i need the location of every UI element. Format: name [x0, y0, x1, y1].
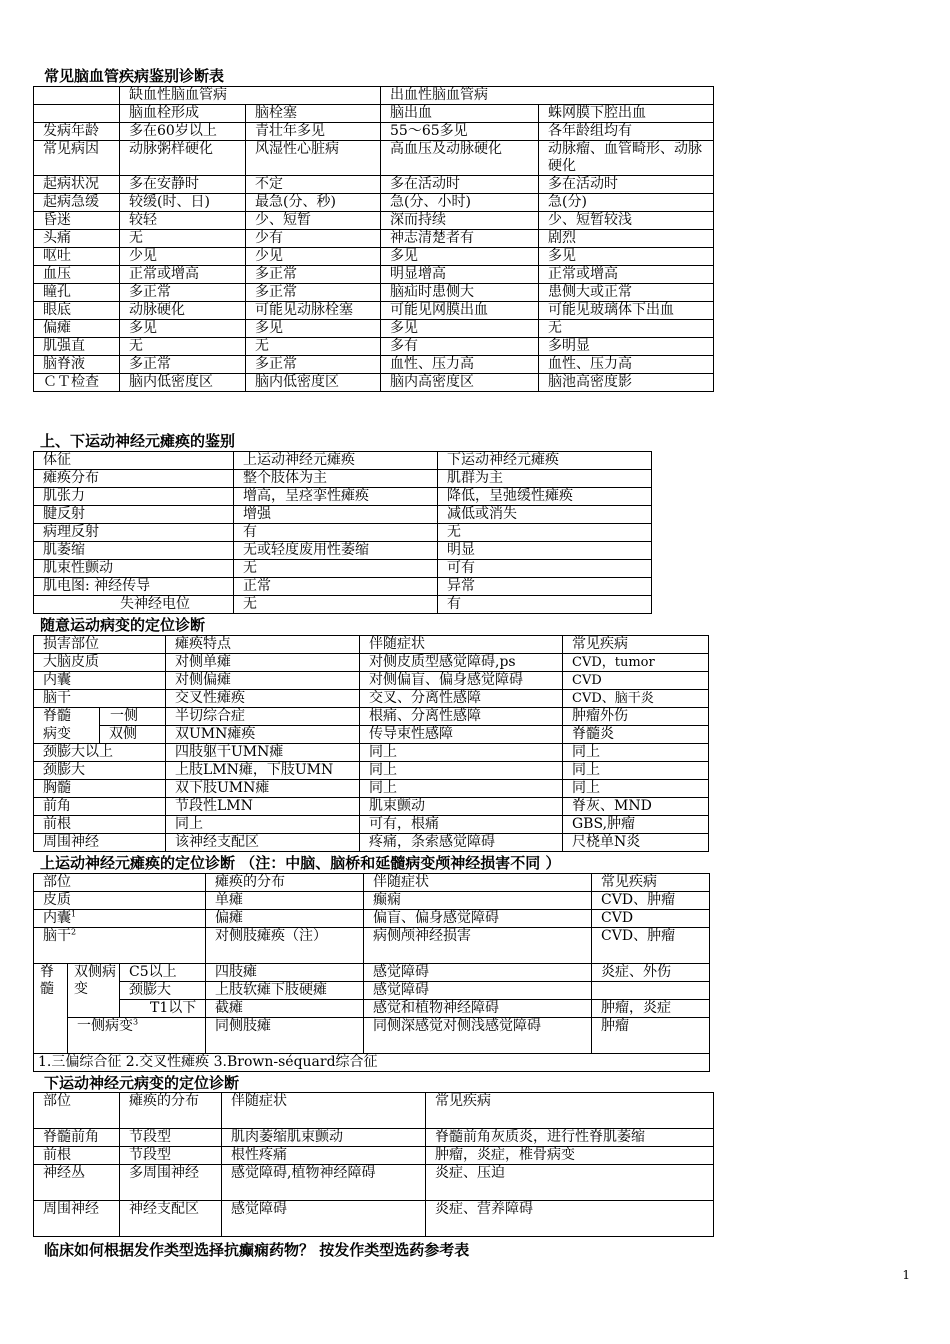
table2-title: 上、下运动神经元瘫痪的鉴别: [40, 432, 236, 450]
header-cell: 体征: [34, 452, 234, 470]
table-cell: 动脉瘤、血管畸形、动脉硬化: [539, 141, 714, 176]
table-cell: 四肢瘫: [206, 964, 364, 982]
row-label: [68, 1018, 206, 1054]
table-row: [34, 560, 652, 578]
table-row: [34, 470, 652, 488]
table-cell: 无: [234, 560, 438, 578]
table-row: [34, 798, 709, 816]
table-cell: 动脉粥样硬化: [120, 141, 246, 176]
table-row: [34, 488, 652, 506]
table-cell: 尺桡单N炎: [563, 834, 709, 852]
lmn-localization-table: [33, 1092, 714, 1237]
table-row: [34, 284, 714, 302]
table-cell: 传导束性感障: [360, 726, 563, 744]
row-label: 一侧: [100, 708, 166, 726]
table-cell: 无或轻度废用性萎缩: [234, 542, 438, 560]
table-cell: 根性疼痛: [222, 1147, 426, 1165]
table-cell: 少见: [120, 248, 246, 266]
table-cell: 55～65多见: [381, 123, 539, 141]
table-cell: 脊髓炎: [563, 726, 709, 744]
row-label: 眼底: [34, 302, 120, 320]
row-label: 脊髓前角: [34, 1129, 120, 1147]
table-row: [34, 506, 652, 524]
table-row: [34, 1000, 710, 1018]
table-row: [34, 266, 714, 284]
table-cell: 可有，根痛: [360, 816, 563, 834]
table-row: [34, 374, 714, 392]
table-cell: 增高，呈痉挛性瘫痪: [234, 488, 438, 506]
row-label: 前角: [34, 798, 166, 816]
table-cell: 肿瘤: [592, 1018, 710, 1054]
table-cell: 脊灰、MND: [563, 798, 709, 816]
table-cell: 多周围神经: [120, 1165, 222, 1201]
table-row: [34, 1054, 710, 1072]
row-label: 皮质: [34, 892, 206, 910]
footnote-marker: 2: [71, 927, 77, 937]
table-cell: 单瘫: [206, 892, 364, 910]
row-label: 病变: [34, 726, 100, 744]
header-cell: 常见疾病: [426, 1093, 714, 1129]
table-cell: 肿瘤外伤: [563, 708, 709, 726]
header-cell: 常见疾病: [592, 874, 710, 892]
table-cell: 整个肢体为主: [234, 470, 438, 488]
table-row: [34, 123, 714, 141]
table-cell: 肿瘤，炎症: [592, 1000, 710, 1018]
table-cell: 肿瘤，炎症，椎骨病变: [426, 1147, 714, 1165]
table-cell: 多见: [246, 320, 381, 338]
header-cell: 下运动神经元瘫痪: [438, 452, 652, 470]
table-cell: 少有: [246, 230, 381, 248]
table-row: [34, 302, 714, 320]
table-cell: 增强: [234, 506, 438, 524]
table-cell: 正常或增高: [120, 266, 246, 284]
table-row: [34, 928, 710, 964]
table-cell: 无: [120, 230, 246, 248]
row-label: 双侧病变: [68, 964, 120, 1018]
row-label: 起病急缓: [34, 194, 120, 212]
row-label: C5以上: [120, 964, 206, 982]
table-cell: 半切综合症: [166, 708, 360, 726]
row-label: 病理反射: [34, 524, 234, 542]
table-cell: 脑内低密度区: [246, 374, 381, 392]
table-cell: 同上: [563, 780, 709, 798]
table-cell: 对侧皮质型感觉障碍,ps: [360, 654, 563, 672]
header-cell: 蛛网膜下腔出血: [539, 105, 714, 123]
table-cell: 节段型: [120, 1129, 222, 1147]
table-cell: 感觉和植物神经障碍: [364, 1000, 592, 1018]
row-label: 头痛: [34, 230, 120, 248]
table-cell: 有: [234, 524, 438, 542]
row-label: 脊髓: [34, 708, 100, 726]
table-cell: 炎症、外伤: [592, 964, 710, 982]
table-row: [34, 338, 714, 356]
table-row: [34, 141, 714, 176]
table-cell: 急(分、小时): [381, 194, 539, 212]
table-row: [34, 816, 709, 834]
row-label: 常见病因: [34, 141, 120, 176]
table-cell: 少、短暂较浅: [539, 212, 714, 230]
table-row: [34, 320, 714, 338]
row-label: 周围神经: [34, 1201, 120, 1237]
table-row: [34, 452, 652, 470]
table-cell: 病侧颅神经损害: [364, 928, 592, 964]
table-cell: 异常: [438, 578, 652, 596]
row-label: 颈膨大以上: [34, 744, 166, 762]
table5-title: 下运动神经元病变的定位诊断: [44, 1074, 240, 1092]
table-cell: 可有: [438, 560, 652, 578]
row-label: 昏迷: [34, 212, 120, 230]
table-cell: 感觉障碍: [364, 982, 592, 1000]
table-cell: 癫痫: [364, 892, 592, 910]
table-cell: 多见: [539, 248, 714, 266]
row-label: 前根: [34, 816, 166, 834]
row-label: ＣＴ检查: [34, 374, 120, 392]
table-row: [34, 744, 709, 762]
table-cell: 对侧偏盲、偏身感觉障碍: [360, 672, 563, 690]
table-cell: 节段性LMN: [166, 798, 360, 816]
table-cell: 脊髓前角灰质炎，进行性脊肌萎缩: [426, 1129, 714, 1147]
table-cell: 对侧偏瘫: [166, 672, 360, 690]
table-cell: 降低，呈弛缓性瘫痪: [438, 488, 652, 506]
row-label: 呕吐: [34, 248, 120, 266]
header-cell: 瘫痪特点: [166, 636, 360, 654]
row-label: 脑脊液: [34, 356, 120, 374]
footnote: 1.三偏综合征 2.交叉性瘫痪 3.Brown-séquard综合征: [34, 1054, 710, 1072]
table-cell: 感觉障碍: [364, 964, 592, 982]
table-row: [34, 248, 714, 266]
table-cell: 多有: [381, 338, 539, 356]
table-cell: 多正常: [246, 356, 381, 374]
row-label: 颈膨大: [34, 762, 166, 780]
table-cell: 感觉障碍: [222, 1201, 426, 1237]
row-label-text: 内囊: [43, 910, 71, 926]
row-label: 脊髓: [34, 964, 68, 1054]
row-label-text: 一侧病变: [77, 1018, 133, 1034]
row-label: 失神经电位: [34, 596, 234, 614]
table-cell: 无: [246, 338, 381, 356]
table-row: [34, 834, 709, 852]
table-cell: 脑内低密度区: [120, 374, 246, 392]
table-cell: CVD、肿瘤: [592, 892, 710, 910]
table-cell: 较缓(时、日): [120, 194, 246, 212]
table-cell: 上肢软瘫下肢硬瘫: [206, 982, 364, 1000]
table-row: [34, 690, 709, 708]
header-cell: 伴随症状: [364, 874, 592, 892]
table-cell: 有: [438, 596, 652, 614]
table-cell: 减低或消失: [438, 506, 652, 524]
table-row: [34, 524, 652, 542]
table-cell: 无: [120, 338, 246, 356]
header-cell: 瘫痪的分布: [120, 1093, 222, 1129]
table-cell: 各年龄组均有: [539, 123, 714, 141]
table4-title: 上运动神经元瘫痪的定位诊断 （注：中脑、脑桥和延髓病变颅神经损害不同 ）: [40, 854, 561, 872]
row-label: 脑干: [34, 690, 166, 708]
header-cell: 伴随症状: [360, 636, 563, 654]
table-row: [34, 596, 652, 614]
umn-localization-table: [33, 873, 710, 1072]
table-row: [34, 910, 710, 928]
table-cell: 上肢LMN瘫，下肢UMN: [166, 762, 360, 780]
table-cell: 急(分): [539, 194, 714, 212]
table-cell: 同上: [360, 762, 563, 780]
table-cell: 感觉障碍,植物神经障碍: [222, 1165, 426, 1201]
table-row: [34, 780, 709, 798]
table-cell: 少见: [246, 248, 381, 266]
row-label: 前根: [34, 1147, 120, 1165]
table-row: [34, 542, 652, 560]
row-label: 肌束性颤动: [34, 560, 234, 578]
table-cell: 剧烈: [539, 230, 714, 248]
table-row: [34, 230, 714, 248]
header-cell: 损害部位: [34, 636, 166, 654]
table-cell: 正常: [234, 578, 438, 596]
row-label: T1以下: [120, 1000, 206, 1018]
table-row: [34, 1129, 714, 1147]
table-row: [34, 87, 714, 105]
table-cell: 疼痛，条索感觉障碍: [360, 834, 563, 852]
header-cell: 脑出血: [381, 105, 539, 123]
table-cell: 可能见网膜出血: [381, 302, 539, 320]
table-cell: 青壮年多见: [246, 123, 381, 141]
footnote-marker: 3: [133, 1017, 139, 1027]
page-number: 1: [902, 1268, 910, 1282]
table-cell: 该神经支配区: [166, 834, 360, 852]
table-cell: 同侧深感觉对侧浅感觉障碍: [364, 1018, 592, 1054]
table-cell: 多见: [381, 248, 539, 266]
table-cell: CVD、脑干炎: [563, 690, 709, 708]
table-row: [34, 1018, 710, 1054]
table-cell: 不定: [246, 176, 381, 194]
row-label: 胸髓: [34, 780, 166, 798]
table-cell: 可能见动脉栓塞: [246, 302, 381, 320]
table-cell: 患侧大或正常: [539, 284, 714, 302]
table-cell: 多见: [381, 320, 539, 338]
table-cell: 血性、压力高: [539, 356, 714, 374]
table-cell: 同上: [166, 816, 360, 834]
table-cell: CVD，tumor: [563, 654, 709, 672]
header-cell: 部位: [34, 874, 206, 892]
row-label-text: 脑干: [43, 928, 71, 944]
row-label: 周围神经: [34, 834, 166, 852]
table-cell: 炎症、压迫: [426, 1165, 714, 1201]
table-cell: 交叉、分离性感障: [360, 690, 563, 708]
table-cell: 无: [438, 524, 652, 542]
table-cell: 明显增高: [381, 266, 539, 284]
table-cell: 神志清楚者有: [381, 230, 539, 248]
table-row: [34, 982, 710, 1000]
row-label: 大脑皮质: [34, 654, 166, 672]
table-row: [34, 654, 709, 672]
table-cell: 肌束颤动: [360, 798, 563, 816]
row-label: 起病状况: [34, 176, 120, 194]
row-label: 偏瘫: [34, 320, 120, 338]
table-row: [34, 874, 710, 892]
table-cell: [592, 982, 710, 1000]
row-label: 肌电图: 神经传导: [34, 578, 234, 596]
header-cell: 上运动神经元瘫痪: [234, 452, 438, 470]
table-row: [34, 1165, 714, 1201]
table-row: [34, 636, 709, 654]
table-cell: 偏盲、偏身感觉障碍: [364, 910, 592, 928]
table-cell: 多明显: [539, 338, 714, 356]
table-cell: 多在安静时: [120, 176, 246, 194]
table1-title: 常见脑血管疾病鉴别诊断表: [44, 67, 225, 85]
bottom-title: 临床如何根据发作类型选择抗癫痫药物？ 按发作类型选药参考表: [44, 1241, 470, 1259]
table-row: [34, 708, 709, 726]
table-cell: 最急(分、秒): [246, 194, 381, 212]
table-row: [34, 356, 714, 374]
row-label: 颈膨大: [120, 982, 206, 1000]
table-cell: 多正常: [246, 284, 381, 302]
table-cell: 较轻: [120, 212, 246, 230]
table-cell: 同上: [563, 744, 709, 762]
table-row: [34, 176, 714, 194]
row-label: [34, 910, 206, 928]
header-cell: 部位: [34, 1093, 120, 1129]
table-cell: 无: [539, 320, 714, 338]
table-cell: 正常或增高: [539, 266, 714, 284]
table-cell: 肌肉萎缩肌束颤动: [222, 1129, 426, 1147]
table-row: [34, 672, 709, 690]
table-cell: 肌群为主: [438, 470, 652, 488]
table-cell: 明显: [438, 542, 652, 560]
table-cell: CVD: [592, 910, 710, 928]
table-cell: 可能见玻璃体下出血: [539, 302, 714, 320]
table-cell: 多正常: [246, 266, 381, 284]
table-cell: 对侧肢瘫痪（注）: [206, 928, 364, 964]
table-cell: 交叉性瘫痪: [166, 690, 360, 708]
footnote-marker: 1: [71, 909, 77, 919]
table-row: [34, 726, 709, 744]
header-cell: 缺血性脑血管病: [120, 87, 381, 105]
table-cell: 对侧单瘫: [166, 654, 360, 672]
motor-neuron-table: [33, 451, 652, 614]
table-cell: 双下肢UMN瘫: [166, 780, 360, 798]
table-cell: 节段型: [120, 1147, 222, 1165]
table-cell: 脑内高密度区: [381, 374, 539, 392]
header-cell: 出血性脑血管病: [381, 87, 714, 105]
table-cell: 深而持续: [381, 212, 539, 230]
table-row: [34, 578, 652, 596]
table-cell: 同上: [360, 780, 563, 798]
row-label: [34, 928, 206, 964]
table-cell: 多在60岁以上: [120, 123, 246, 141]
header-cell: 常见疾病: [563, 636, 709, 654]
table-cell: 风湿性心脏病: [246, 141, 381, 176]
table-cell: 同上: [360, 744, 563, 762]
table-cell: 同上: [563, 762, 709, 780]
table-cell: 无: [234, 596, 438, 614]
table-row: [34, 212, 714, 230]
table-cell: 偏瘫: [206, 910, 364, 928]
table-cell: CVD、肿瘤: [592, 928, 710, 964]
row-label: 瞳孔: [34, 284, 120, 302]
table-cell: 同侧肢瘫: [206, 1018, 364, 1054]
header-cell: 脑血栓形成: [120, 105, 246, 123]
voluntary-motor-table: [33, 635, 709, 852]
row-label: 血压: [34, 266, 120, 284]
table-cell: 神经支配区: [120, 1201, 222, 1237]
row-label: 腱反射: [34, 506, 234, 524]
table-cell: 少、短暂: [246, 212, 381, 230]
table-row: [34, 892, 710, 910]
table-row: [34, 1147, 714, 1165]
table-cell: 根痛、分离性感障: [360, 708, 563, 726]
row-label: 肌强直: [34, 338, 120, 356]
row-label: 肌萎缩: [34, 542, 234, 560]
table-cell: 多见: [120, 320, 246, 338]
table-cell: 脑疝时患侧大: [381, 284, 539, 302]
table-cell: 多在活动时: [381, 176, 539, 194]
table-cell: 多正常: [120, 284, 246, 302]
cerebrovascular-table: [33, 86, 714, 392]
table3-title: 随意运动病变的定位诊断: [40, 616, 206, 634]
table-row: [34, 1093, 714, 1129]
table-row: [34, 964, 710, 982]
table-cell: 脑池高密度影: [539, 374, 714, 392]
table-row: [34, 105, 714, 123]
table-cell: 多在活动时: [539, 176, 714, 194]
table-cell: 截瘫: [206, 1000, 364, 1018]
header-cell: 瘫痪的分布: [206, 874, 364, 892]
row-label: 双侧: [100, 726, 166, 744]
table-cell: 四肢躯干UMN瘫: [166, 744, 360, 762]
table-cell: 动脉硬化: [120, 302, 246, 320]
table-row: [34, 194, 714, 212]
row-label: 发病年龄: [34, 123, 120, 141]
table-cell: 多正常: [120, 356, 246, 374]
table-cell: 高血压及动脉硬化: [381, 141, 539, 176]
table-row: [34, 762, 709, 780]
row-label: 内囊: [34, 672, 166, 690]
row-label: 瘫痪分布: [34, 470, 234, 488]
table-cell: GBS,肿瘤: [563, 816, 709, 834]
table-cell: 炎症、营养障碍: [426, 1201, 714, 1237]
row-label: 肌张力: [34, 488, 234, 506]
table-row: [34, 1201, 714, 1237]
header-cell: 脑栓塞: [246, 105, 381, 123]
table-cell: 血性、压力高: [381, 356, 539, 374]
row-label: 神经丛: [34, 1165, 120, 1201]
table-cell: 双UMN瘫痪: [166, 726, 360, 744]
table-cell: CVD: [563, 672, 709, 690]
header-cell: 伴随症状: [222, 1093, 426, 1129]
